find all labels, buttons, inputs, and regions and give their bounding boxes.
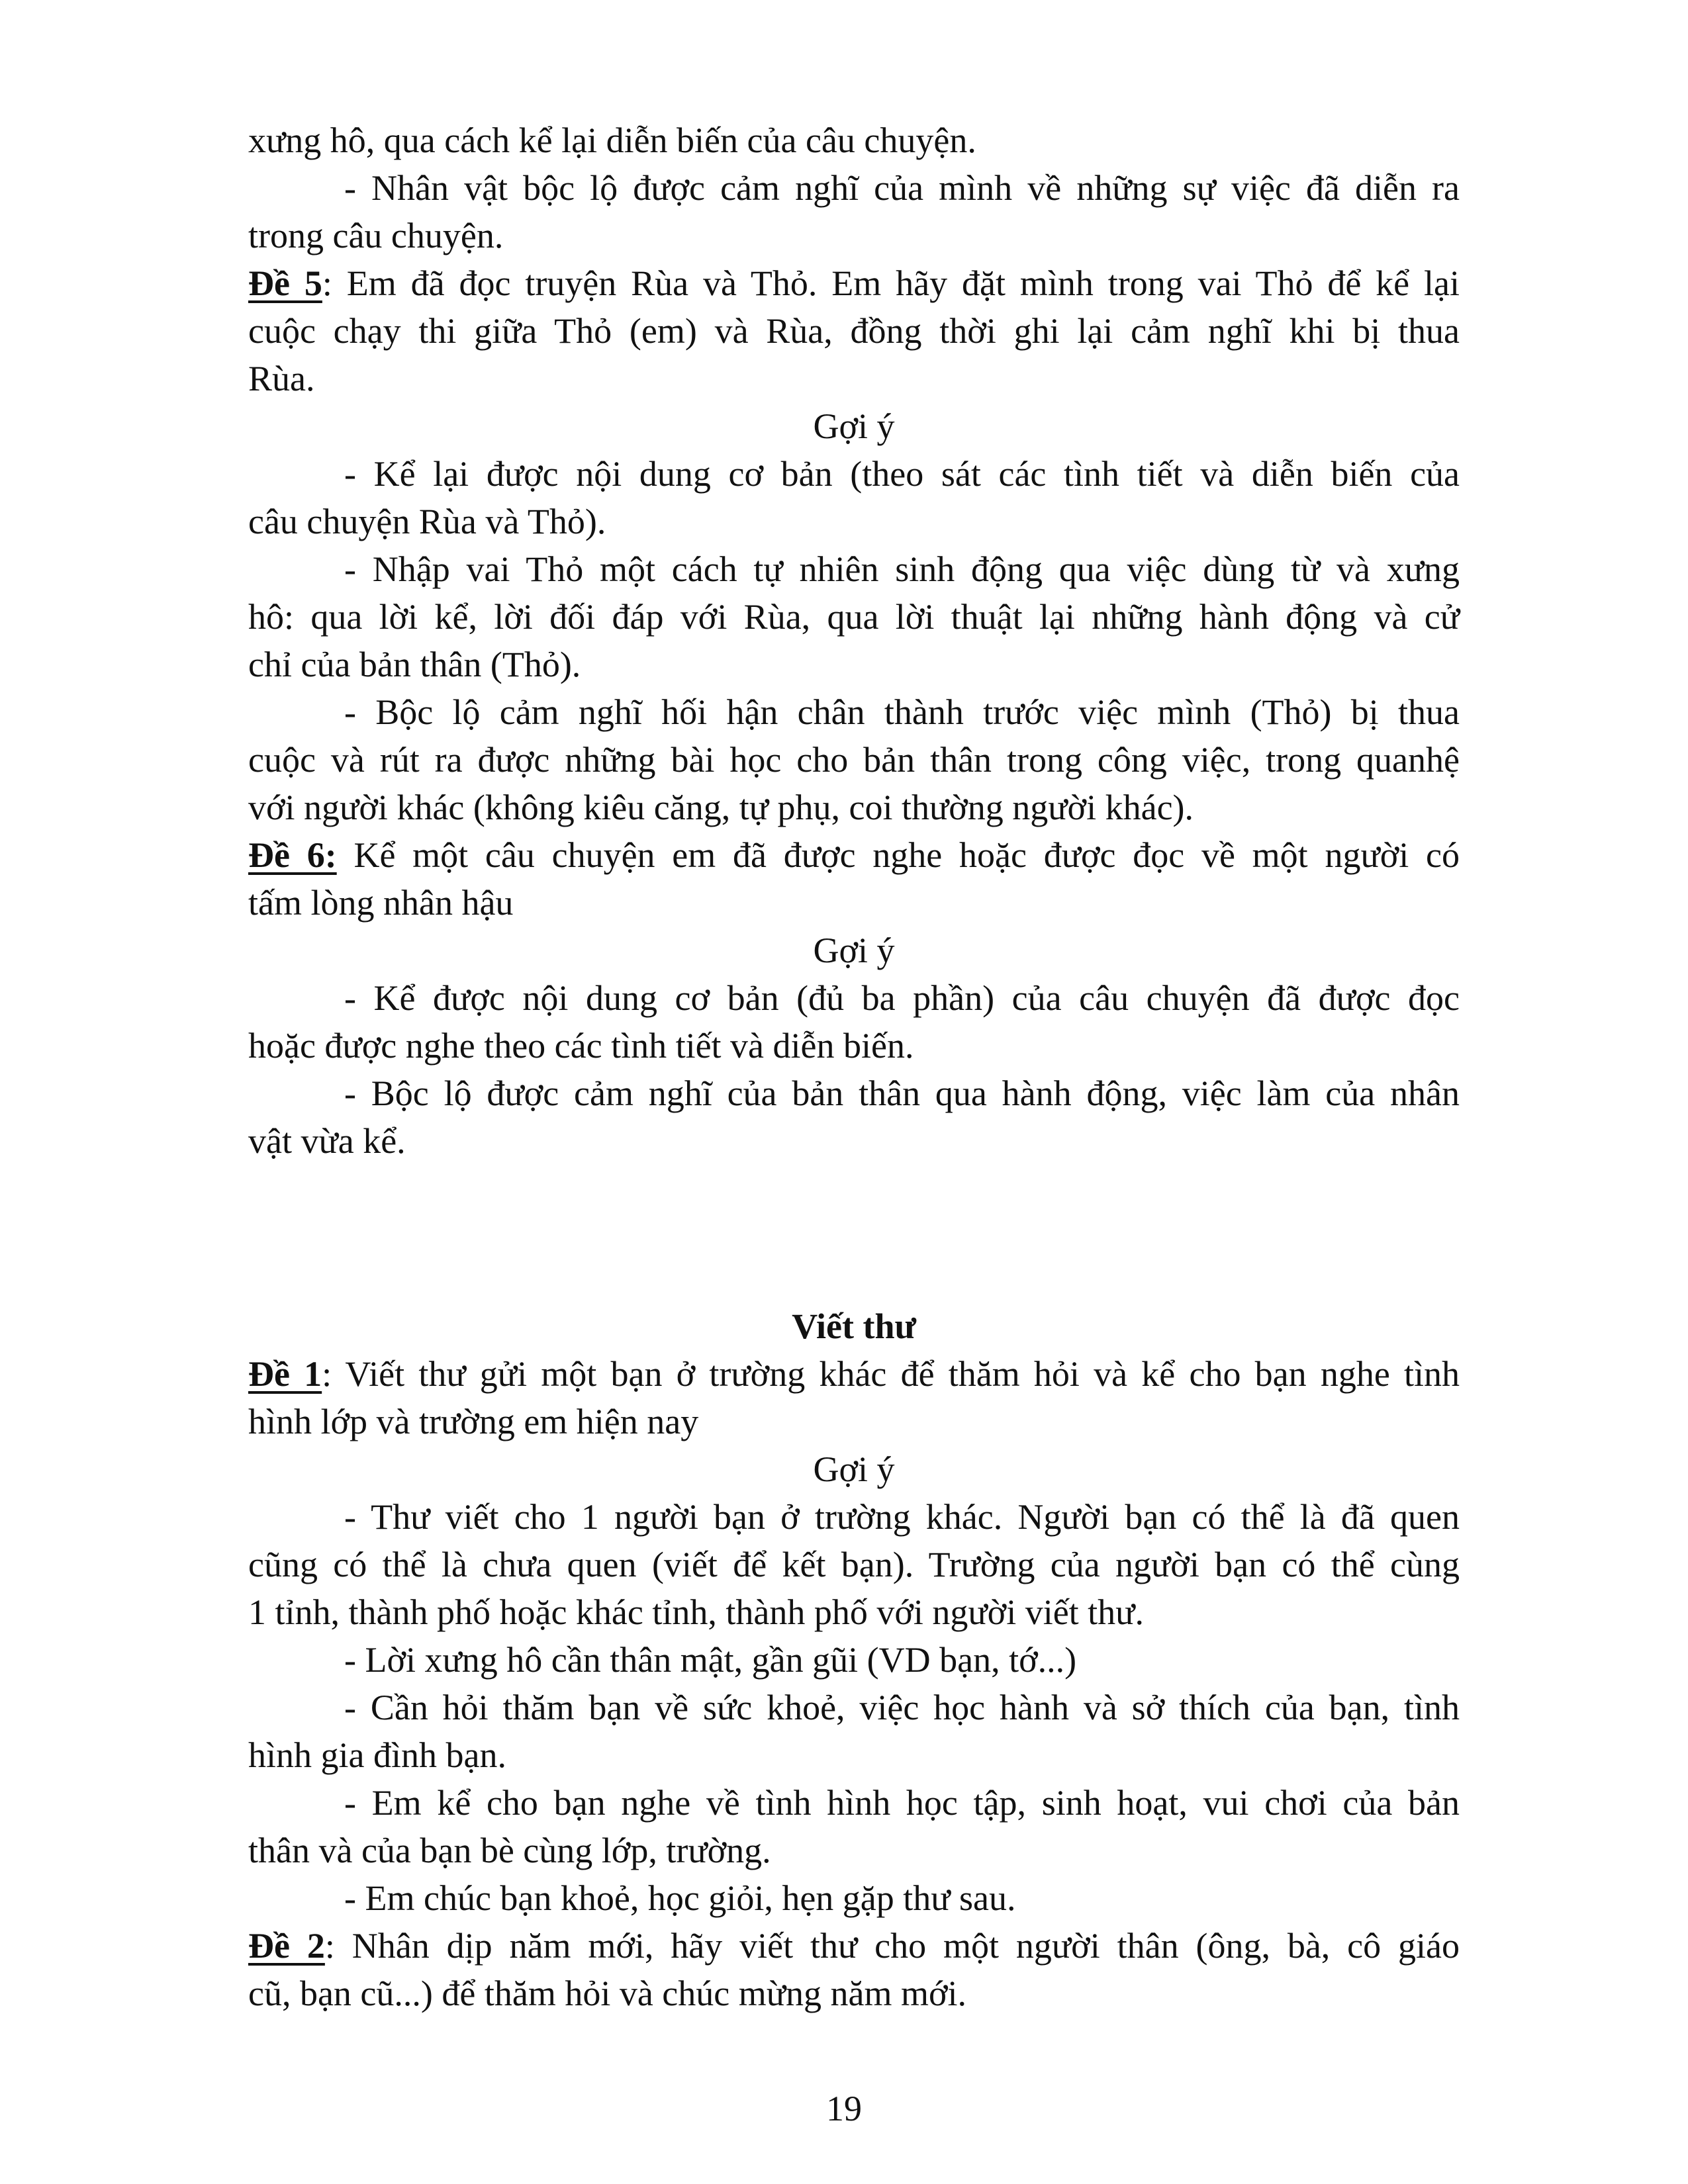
prompt-text: : Em đã đọc truyện Rùa và Thỏ. Em hãy đặt mình trong vai Thỏ để kể lại: [322, 263, 1460, 303]
prompt-de-6: [248, 831, 1460, 879]
prompt-text: : Viết thư gửi một bạn ở trường khác để thăm hỏi và kể cho bạn nghe tình: [322, 1354, 1460, 1394]
hint-heading: Gợi ý: [813, 931, 895, 970]
hint-line: hình gia đình bạn.: [248, 1735, 506, 1775]
hint-line: - Bộc lộ được cảm nghĩ của bản thân qua hành động, việc làm của nhân: [344, 1073, 1460, 1113]
text-line: cuộc chạy thi giữa Thỏ (em) và Rùa, đồng thời ghi lại cảm nghĩ khi bị thua: [248, 311, 1460, 351]
text-line: - Nhân vật bộc lộ được cảm nghĩ của mình về những sự việc đã diễn ra: [344, 168, 1460, 208]
hint-line: hoặc được nghe theo các tình tiết và diễn biến.: [248, 1026, 914, 1066]
text-line: hình lớp và trường em hiện nay: [248, 1402, 699, 1441]
prompt-de-5: [248, 259, 1460, 307]
hint-line: - Bộc lộ cảm nghĩ hối hận chân thành trước việc mình (Thỏ) bị thua: [344, 692, 1460, 732]
prompt-vt-de-1: [248, 1350, 1460, 1398]
hint-line: - Lời xưng hô cần thân mật, gần gũi (VD bạn, tớ...): [344, 1640, 1077, 1680]
text-line: xưng hô, qua cách kể lại diễn biến của câu chuyện.: [248, 120, 976, 160]
prompt-label: Đề 2: [248, 1926, 325, 1966]
hint-line: - Em chúc bạn khoẻ, học giỏi, hẹn gặp thư sau.: [344, 1878, 1016, 1918]
prompt-label: Đề 5: [248, 263, 322, 303]
prompt-label: Đề 1: [248, 1354, 322, 1394]
hint-line: - Thư viết cho 1 người bạn ở trường khác. Người bạn có thể là đã quen: [344, 1497, 1460, 1537]
section-title: Viết thư: [792, 1306, 916, 1346]
hint-line: 1 tỉnh, thành phố hoặc khác tỉnh, thành phố với người viết thư.: [248, 1592, 1144, 1632]
hint-line: - Cần hỏi thăm bạn về sức khoẻ, việc học hành và sở thích của bạn, tình: [344, 1688, 1460, 1727]
hint-line: vật vừa kể.: [248, 1121, 406, 1161]
hint-line: hô: qua lời kể, lời đối đáp với Rùa, qua lời thuật lại những hành động và cử: [248, 597, 1460, 637]
hint-heading: Gợi ý: [813, 406, 895, 446]
text-line: cũ, bạn cũ...) để thăm hỏi và chúc mừng năm mới.: [248, 1974, 967, 2013]
hint-line: - Em kể cho bạn nghe về tình hình học tập, sinh hoạt, vui chơi của bản: [344, 1783, 1460, 1823]
prompt-text: Kể một câu chuyện em đã được nghe hoặc được đọc về một người có: [336, 835, 1460, 875]
text-line: tấm lòng nhân hậu: [248, 883, 514, 923]
hint-line: với người khác (không kiêu căng, tự phụ, coi thường người khác).: [248, 788, 1194, 827]
prompt-text: : Nhân dịp năm mới, hãy viết thư cho một người thân (ông, bà, cô giáo: [324, 1926, 1460, 1966]
prompt-label: Đề 6:: [248, 835, 337, 875]
hint-line: cũng có thể là chưa quen (viết để kết bạn). Trường của người bạn có thể cùng: [248, 1545, 1460, 1584]
hint-line: thân và của bạn bè cùng lớp, trường.: [248, 1831, 771, 1870]
page-number: 19: [826, 2089, 862, 2128]
hint-heading: Gợi ý: [813, 1449, 895, 1489]
text-line: trong câu chuyện.: [248, 216, 504, 255]
text-line: Rùa.: [248, 359, 315, 398]
hint-line: câu chuyện Rùa và Thỏ).: [248, 502, 606, 541]
hint-line: - Kể được nội dung cơ bản (đủ ba phần) của câu chuyện đã được đọc: [344, 978, 1460, 1018]
prompt-vt-de-2: [248, 1922, 1460, 1970]
hint-line: - Nhập vai Thỏ một cách tự nhiên sinh động qua việc dùng từ và xưng: [344, 549, 1460, 589]
hint-line: cuộc và rút ra được những bài học cho bản thân trong công việc, trong quanhệ: [248, 740, 1460, 780]
hint-line: chỉ của bản thân (Thỏ).: [248, 645, 581, 684]
hint-line: - Kể lại được nội dung cơ bản (theo sát các tình tiết và diễn biến của: [344, 454, 1460, 494]
